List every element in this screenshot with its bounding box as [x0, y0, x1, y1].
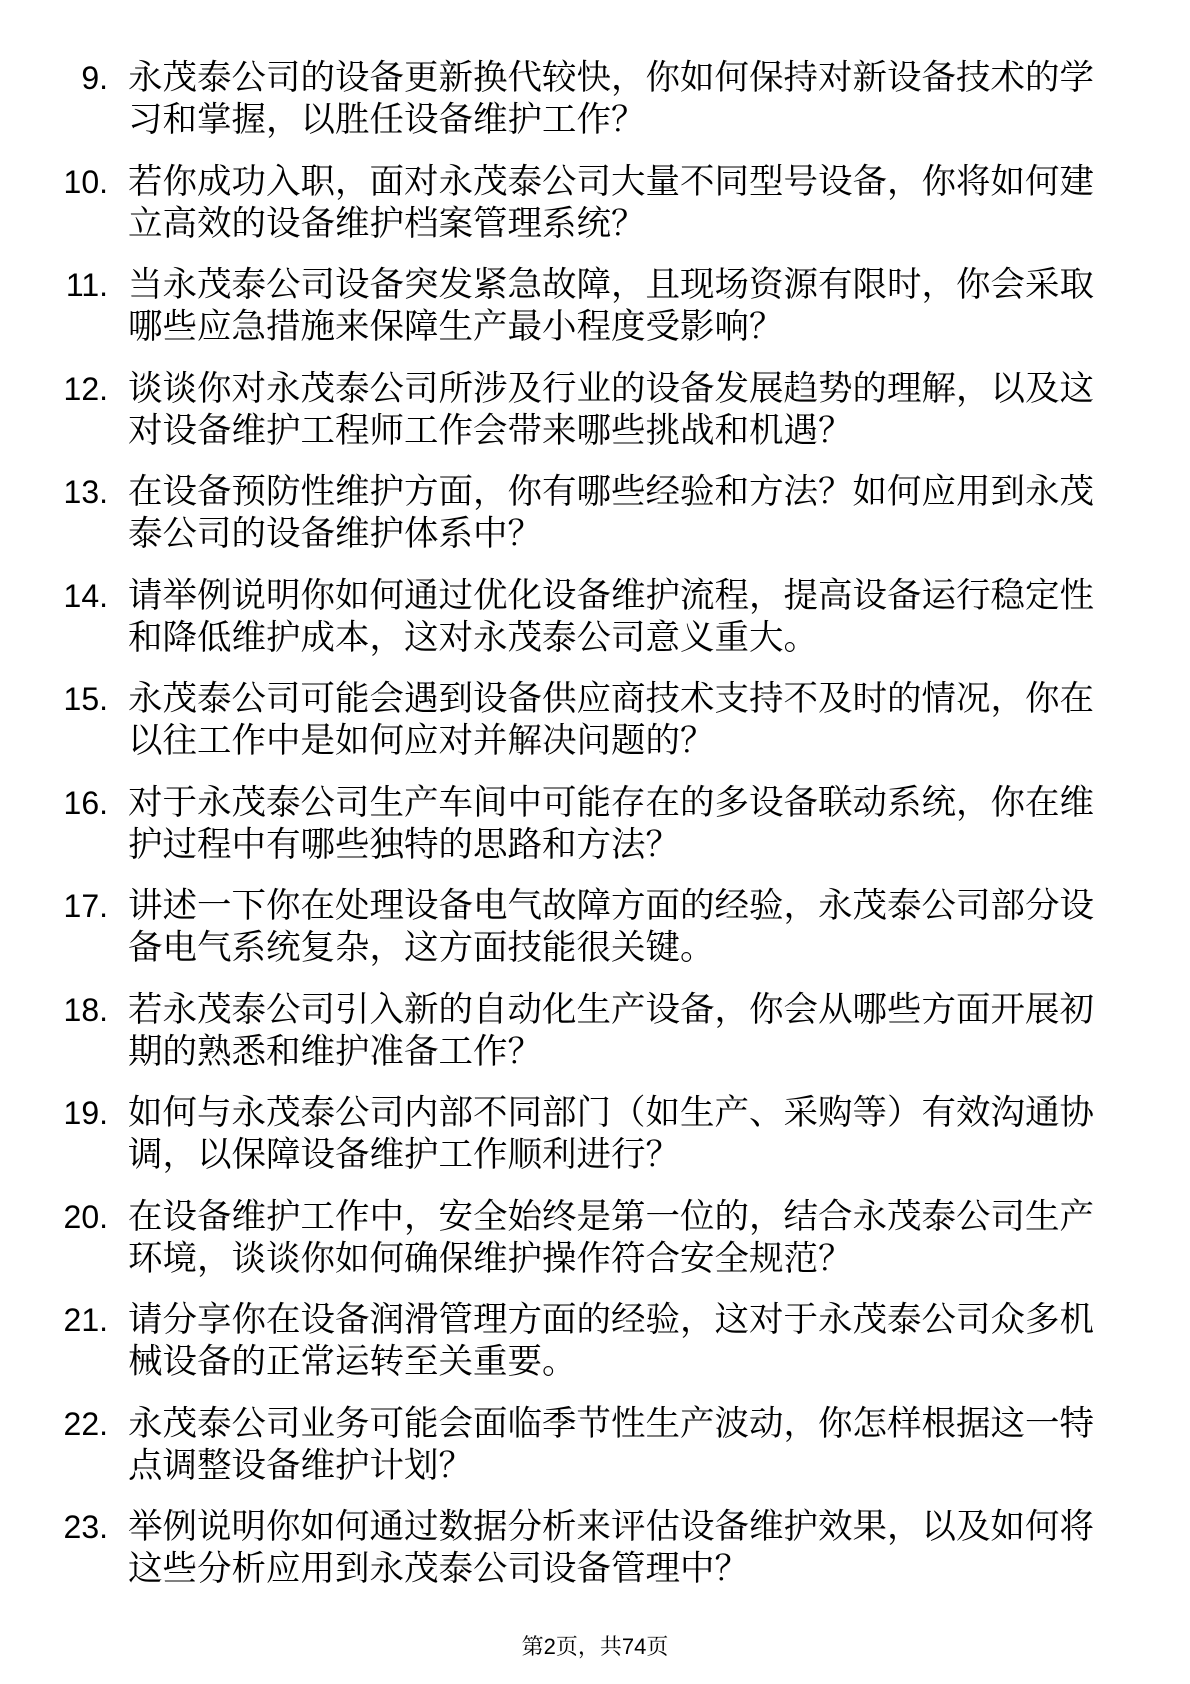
question-item-23 — [0, 1506, 1190, 1590]
question-line: 调，以保障设备维护工作顺利进行？ — [128, 1136, 680, 1174]
question-line: 期的熟悉和维护准备工作？ — [128, 1032, 542, 1071]
question-text — [128, 57, 1094, 141]
question-number: 15. — [63, 681, 108, 717]
question-item-9 — [0, 57, 1190, 141]
question-line: 当永茂泰公司设备突发紧急故障，且现场资源有限时，你会采取 — [128, 266, 1094, 304]
question-line: 在设备维护工作中，安全始终是第一位的，结合永茂泰公司生产 — [128, 1197, 1094, 1236]
question-line: 举例说明你如何通过数据分析来评估设备维护效果，以及如何将 — [128, 1508, 1094, 1546]
question-number: 9. — [81, 60, 108, 96]
question-number: 17. — [63, 888, 108, 924]
question-line: 械设备的正常运转至关重要。 — [128, 1343, 577, 1381]
question-number: 14. — [63, 577, 108, 614]
question-line: 立高效的设备维护档案管理系统？ — [128, 204, 646, 243]
question-line: 讲述一下你在处理设备电气故障方面的经验，永茂泰公司部分设 — [128, 887, 1094, 925]
question-line: 对设备维护工程师工作会带来哪些挑战和机遇？ — [128, 411, 853, 450]
question-number: 10. — [63, 163, 108, 200]
question-text — [128, 471, 1094, 555]
question-text — [128, 1403, 1094, 1487]
question-number: 12. — [63, 370, 108, 407]
question-item-21 — [0, 1299, 1190, 1383]
question-line: 哪些应急措施来保障生产最小程度受影响？ — [128, 308, 784, 346]
question-number: 18. — [63, 991, 108, 1028]
question-item-14 — [0, 575, 1190, 659]
question-text — [128, 782, 1094, 866]
question-number: 23. — [63, 1509, 108, 1545]
question-number: 11. — [65, 267, 108, 303]
question-item-12 — [0, 368, 1190, 452]
question-text — [128, 1196, 1094, 1280]
question-text — [128, 368, 1094, 452]
question-text — [128, 1092, 1094, 1176]
question-line: 若你成功入职，面对永茂泰公司大量不同型号设备，你将如何建 — [128, 162, 1094, 201]
question-text — [128, 1506, 1094, 1590]
question-line: 在设备预防性维护方面，你有哪些经验和方法？如何应用到永茂 — [128, 473, 1094, 511]
question-line: 以往工作中是如何应对并解决问题的？ — [128, 722, 715, 760]
question-line: 如何与永茂泰公司内部不同部门（如生产、采购等）有效沟通协 — [128, 1094, 1094, 1132]
question-line: 永茂泰公司可能会遇到设备供应商技术支持不及时的情况，你在 — [128, 680, 1094, 718]
question-item-20 — [0, 1196, 1190, 1280]
question-item-19 — [0, 1092, 1190, 1176]
question-text — [128, 575, 1094, 659]
question-line: 对于永茂泰公司生产车间中可能存在的多设备联动系统，你在维 — [128, 783, 1094, 822]
question-text — [128, 989, 1094, 1073]
question-line: 备电气系统复杂，这方面技能很关键。 — [128, 929, 715, 967]
question-text — [128, 264, 1094, 348]
question-line: 泰公司的设备维护体系中？ — [128, 515, 542, 553]
question-line: 和降低维护成本，这对永茂泰公司意义重大。 — [128, 618, 818, 657]
question-line: 若永茂泰公司引入新的自动化生产设备，你会从哪些方面开展初 — [128, 990, 1094, 1029]
question-number: 16. — [63, 784, 108, 821]
question-line: 护过程中有哪些独特的思路和方法？ — [128, 825, 680, 864]
question-item-15 — [0, 678, 1190, 762]
question-line: 环境，谈谈你如何确保维护操作符合安全规范？ — [128, 1239, 853, 1278]
question-text — [128, 161, 1094, 245]
question-text — [128, 678, 1094, 762]
question-line: 这些分析应用到永茂泰公司设备管理中？ — [128, 1550, 749, 1588]
question-number: 22. — [63, 1405, 108, 1442]
question-line: 请举例说明你如何通过优化设备维护流程，提高设备运行稳定性 — [128, 576, 1094, 615]
question-number: 21. — [63, 1302, 108, 1338]
question-line: 习和掌握，以胜任设备维护工作？ — [128, 101, 646, 139]
page-footer: 第2页，共74页 — [521, 1634, 669, 1659]
question-line: 谈谈你对永茂泰公司所涉及行业的设备发展趋势的理解，以及这 — [128, 369, 1094, 408]
question-item-16 — [0, 782, 1190, 866]
question-line: 请分享你在设备润滑管理方面的经验，这对于永茂泰公司众多机 — [128, 1301, 1094, 1339]
question-number: 19. — [63, 1095, 108, 1131]
question-line: 永茂泰公司业务可能会面临季节性生产波动，你怎样根据这一特 — [128, 1404, 1094, 1443]
question-item-22 — [0, 1403, 1190, 1487]
question-number: 13. — [63, 474, 108, 510]
question-item-13 — [0, 471, 1190, 555]
question-item-18 — [0, 989, 1190, 1073]
question-number: 20. — [63, 1198, 108, 1235]
question-item-11 — [0, 264, 1190, 348]
question-text — [128, 885, 1094, 969]
question-item-10 — [0, 161, 1190, 245]
question-list — [0, 57, 1190, 1610]
question-text — [128, 1299, 1094, 1383]
question-line: 点调整设备维护计划？ — [128, 1446, 473, 1485]
question-line: 永茂泰公司的设备更新换代较快，你如何保持对新设备技术的学 — [128, 59, 1094, 97]
question-item-17 — [0, 885, 1190, 969]
